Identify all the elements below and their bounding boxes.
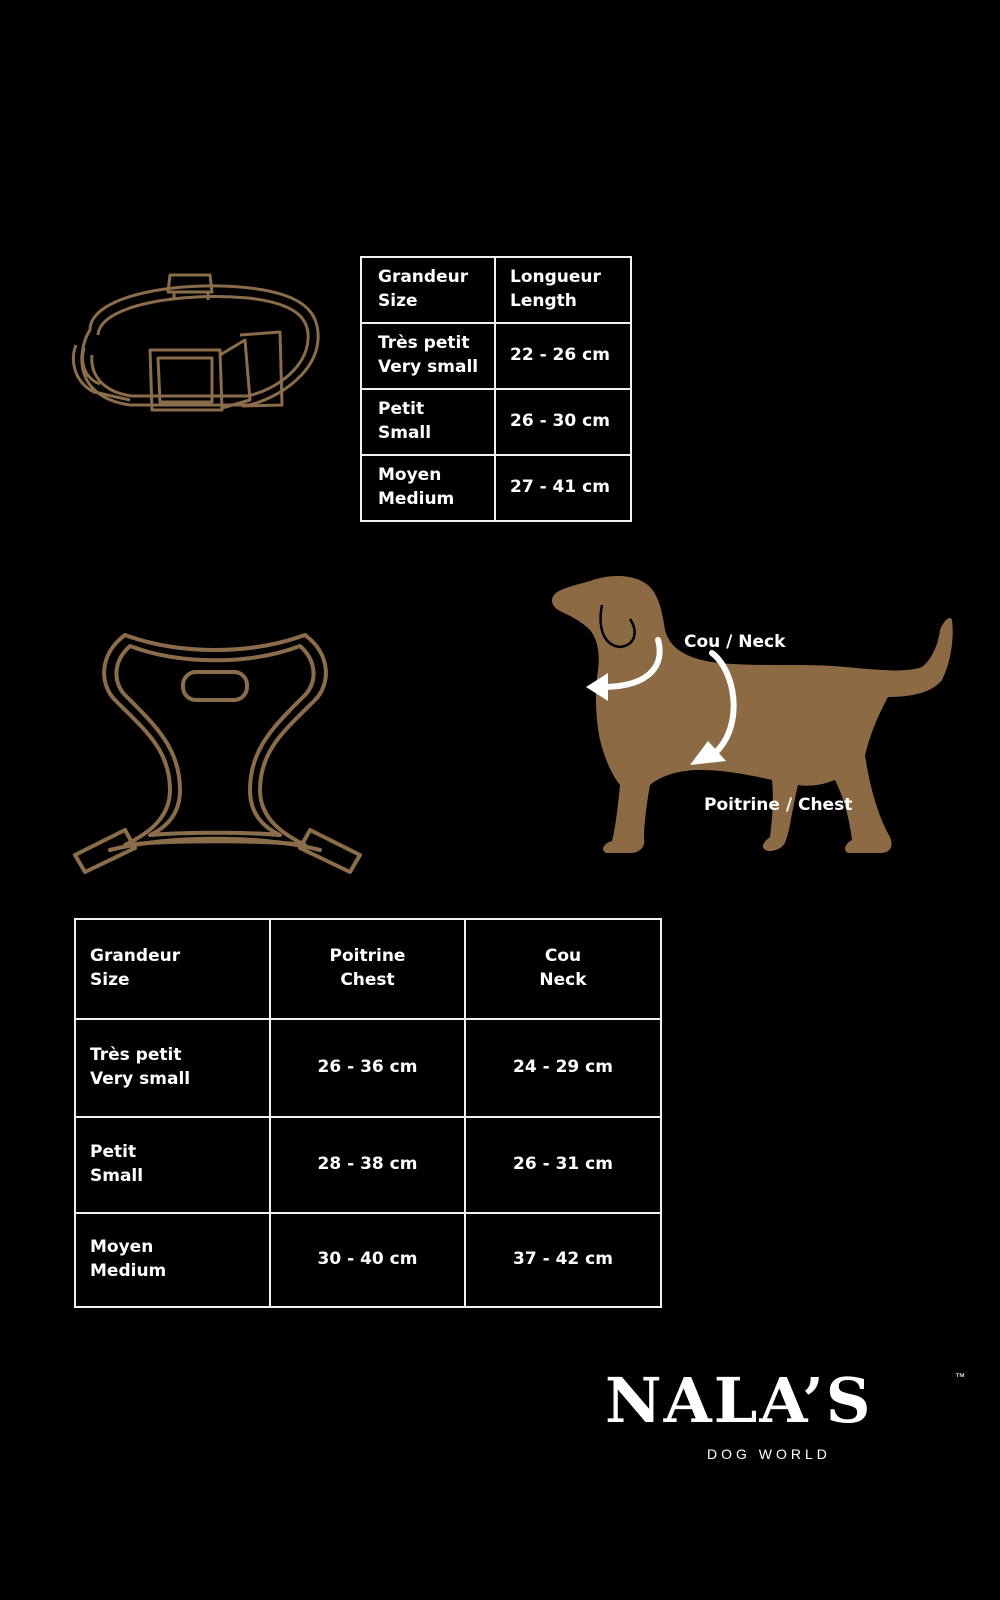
neck-cell: 24 - 29 cm [465,1019,661,1117]
collar-size-table [360,256,632,522]
size-cell: Petit Small [361,389,495,455]
table-row [361,323,631,389]
table-header-row [361,257,631,323]
brand-trademark: ™ [955,1372,965,1383]
length-cell: 22 - 26 cm [495,323,631,389]
size-cell: Moyen Medium [75,1213,270,1307]
neck-cell: 37 - 42 cm [465,1213,661,1307]
table-row [361,389,631,455]
neck-cell: 26 - 31 cm [465,1117,661,1213]
length-cell: 26 - 30 cm [495,389,631,455]
chest-label: Poitrine / Chest [704,795,853,815]
size-cell: Moyen Medium [361,455,495,521]
table-row [75,1117,661,1213]
header-chest: Poitrine Chest [270,919,465,1019]
table-row [361,455,631,521]
chest-cell: 30 - 40 cm [270,1213,465,1307]
chest-cell: 26 - 36 cm [270,1019,465,1117]
table-row [75,1213,661,1307]
dog-illustration [550,575,970,875]
header-length: Longueur Length [495,257,631,323]
size-cell: Petit Small [75,1117,270,1213]
length-cell: 27 - 41 cm [495,455,631,521]
brand-logo [605,1364,975,1462]
collar-icon [70,270,330,420]
table-header-row [75,919,661,1019]
neck-label: Cou / Neck [684,632,786,652]
header-size: Grandeur Size [75,919,270,1019]
chest-cell: 28 - 38 cm [270,1117,465,1213]
header-neck: Cou Neck [465,919,661,1019]
size-cell: Très petit Very small [361,323,495,389]
brand-tagline: DOG WORLD [707,1446,831,1462]
size-cell: Très petit Very small [75,1019,270,1117]
harness-size-table [74,918,662,1308]
brand-name: NALA’S [605,1364,873,1437]
harness-icon [70,630,365,895]
header-size: Grandeur Size [361,257,495,323]
table-row [75,1019,661,1117]
